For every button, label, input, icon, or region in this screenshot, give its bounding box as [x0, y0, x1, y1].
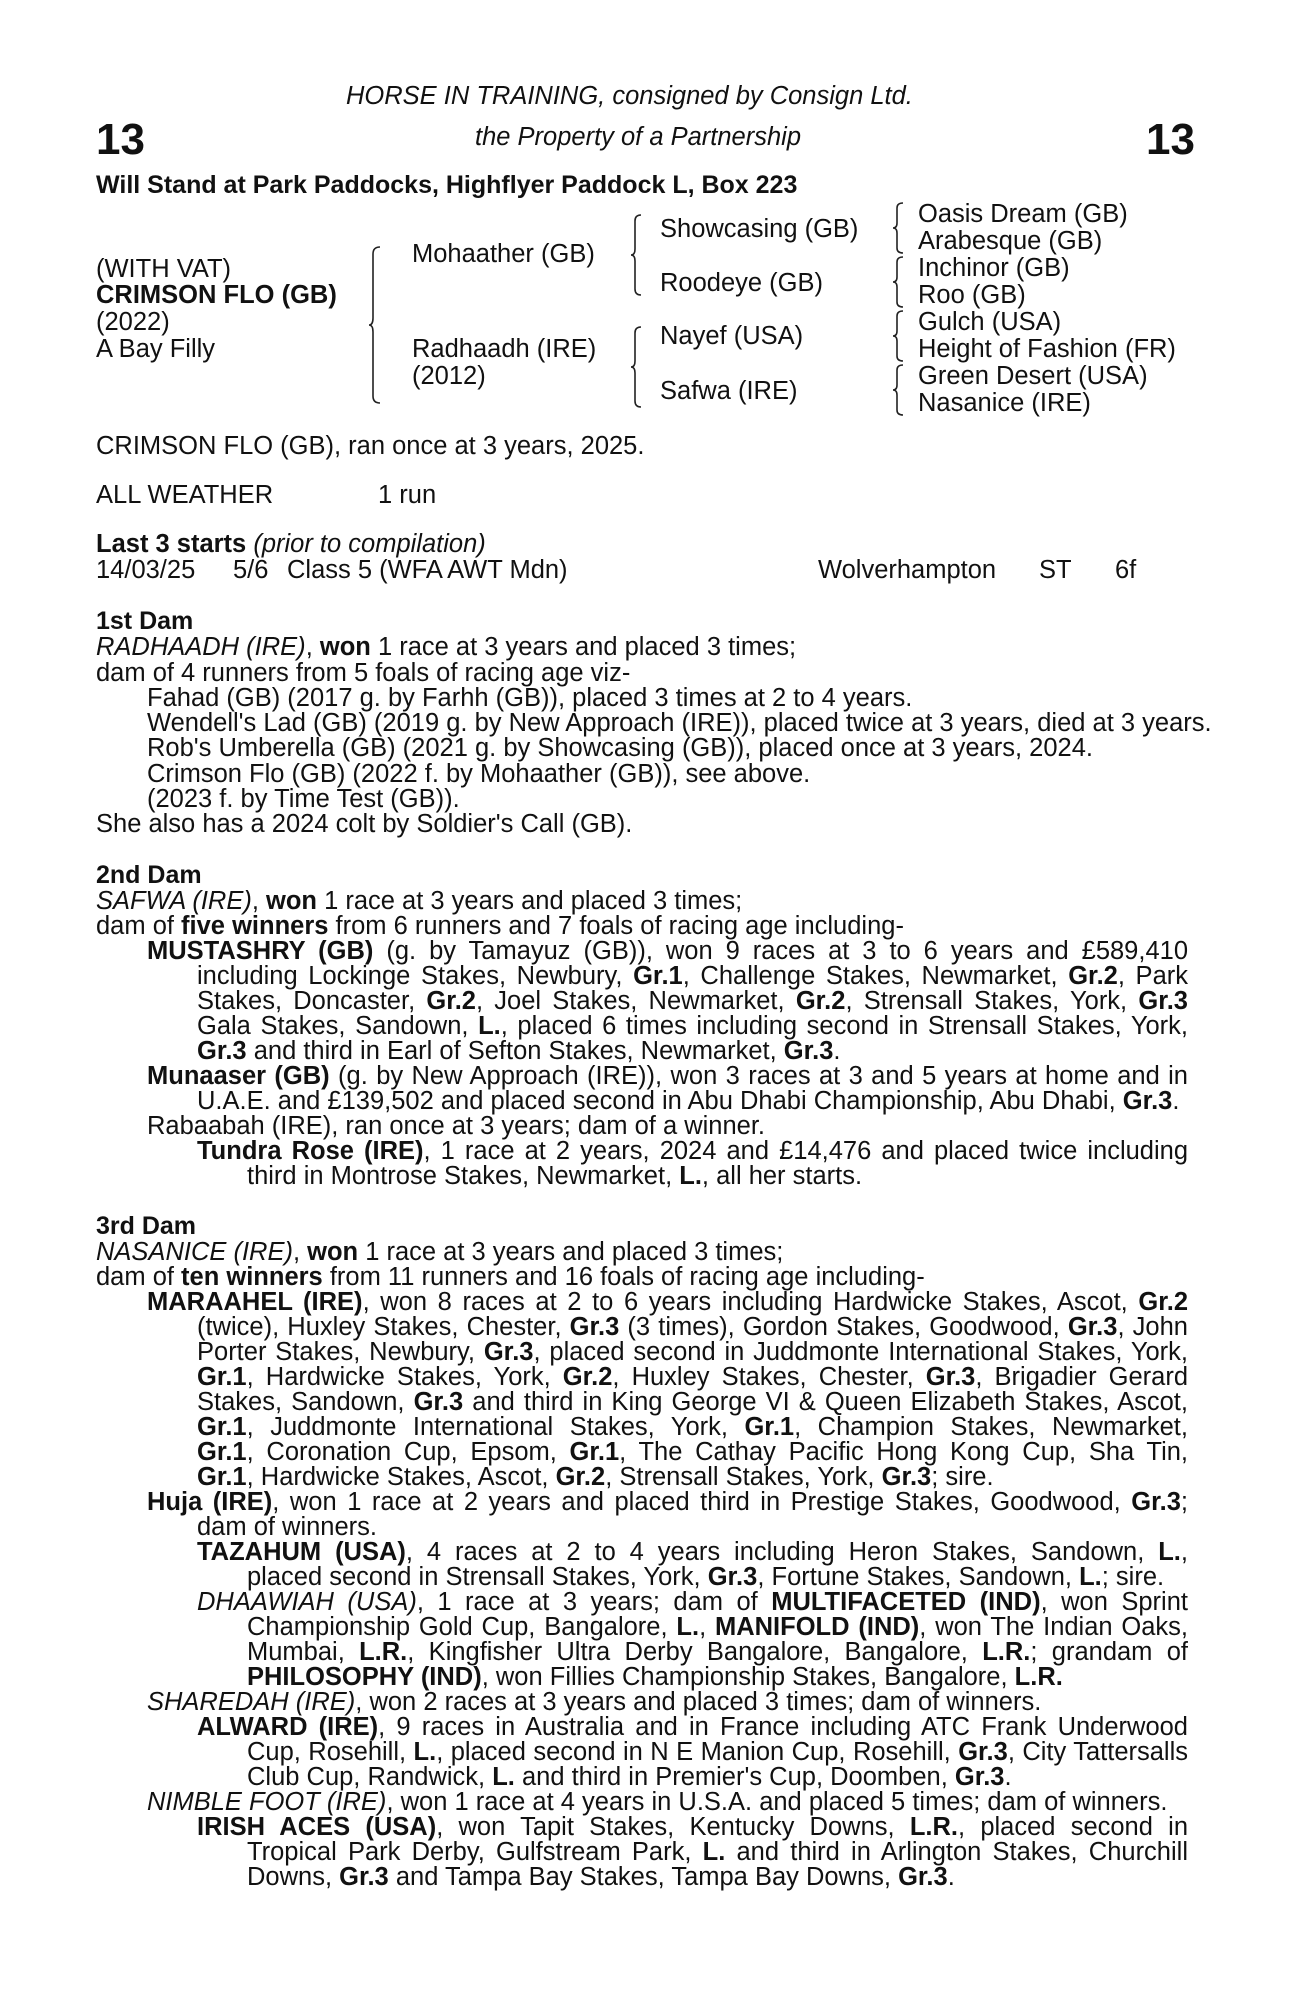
tundra-rose-line-2: [247, 1164, 862, 1190]
text-run: U.A.E. and £139,502 and placed second in Abu Dhabi Championship, Abu Dhabi,: [197, 1087, 1123, 1115]
pedigree-gen3-6: Height of Fashion (FR): [918, 335, 1176, 363]
second-dam-heading: 2nd Dam: [96, 861, 202, 889]
text-run: L.R.: [359, 1640, 408, 1666]
third-dam-line-2: [96, 1265, 925, 1291]
text-run: Gr.1: [744, 1415, 795, 1441]
nimble-foot-line: [147, 1790, 1167, 1816]
tazahum-line-2: [247, 1565, 1164, 1591]
text-run: MANIFOLD (IND): [714, 1615, 920, 1641]
text-run: Club Cup, Randwick,: [247, 1763, 493, 1791]
horse-name: CRIMSON FLO (GB): [96, 281, 337, 309]
first-dam-produce-1: Fahad (GB) (2017 g. by Farhh (GB)), placed 3 times at 2 to 4 years.: [147, 684, 913, 712]
text-run: , all her starts.: [701, 1162, 863, 1190]
text-run: ten winners: [181, 1263, 323, 1291]
text-run: , won Tapit Stakes, Kentucky Downs,: [436, 1815, 910, 1841]
text-run: L.: [676, 1615, 700, 1641]
text-run: , won Fillies Championship Stakes, Bangalore,: [481, 1663, 1015, 1691]
vat-label: (WITH VAT): [96, 255, 232, 283]
text-run: dam of: [96, 1263, 182, 1291]
text-run: Stakes, Doncaster,: [197, 989, 427, 1015]
last-starts-note: (prior to compilation): [253, 530, 486, 558]
text-run: , won The Indian Oaks,: [919, 1615, 1188, 1641]
text-run: L.R.: [982, 1640, 1031, 1666]
maraahel-line-3: [197, 1340, 1188, 1366]
text-run: , Juddmonte International Stakes, York,: [246, 1415, 745, 1441]
pedigree-sire: Mohaather (GB): [412, 240, 595, 268]
irish-aces-line-1: [197, 1815, 1188, 1841]
text-run: ;: [1180, 1490, 1188, 1516]
first-dam-line-1: [96, 635, 796, 661]
huja-line-2: dam of winners.: [197, 1513, 377, 1541]
text-run: including Lockinge Stakes, Newbury,: [197, 964, 634, 990]
text-run: , won 2 races at 3 years and placed 3 times; dam of winners.: [355, 1688, 1042, 1716]
text-run: .: [833, 1037, 841, 1065]
text-run: , 1 race at 3 years; dam of: [416, 1590, 772, 1616]
pedigree-brace-g1: [892, 202, 904, 254]
text-run: and third in Premier's Cup, Doomben,: [514, 1763, 955, 1791]
text-run: ,: [292, 1238, 308, 1266]
text-run: Gr.3: [783, 1037, 834, 1065]
pedigree-sire-sire: Showcasing (GB): [660, 215, 859, 243]
text-run: Gr.2: [555, 1463, 606, 1491]
text-run: Gr.1: [569, 1440, 620, 1466]
pedigree-gen3-1: Oasis Dream (GB): [918, 200, 1128, 228]
pedigree-sire-dam: Roodeye (GB): [660, 269, 823, 297]
text-run: , John: [1117, 1315, 1188, 1341]
second-dam-name: SAFWA (IRE): [96, 887, 252, 915]
text-run: Gr.3: [483, 1340, 534, 1366]
alward-line-3: [247, 1765, 1012, 1791]
won: won: [319, 633, 371, 661]
pedigree-dam-year: (2012): [412, 362, 486, 390]
last-starts-heading: [96, 532, 486, 558]
pedigree-brace-g4: [892, 364, 904, 416]
start-position: 5/6: [233, 556, 269, 584]
text-run: , Park: [1117, 964, 1188, 990]
text-run: , Hardwicke Stakes, York,: [246, 1365, 563, 1391]
text-run: Gr.3: [1067, 1315, 1118, 1341]
horse-year: (2022): [96, 308, 170, 336]
text-run: , Brigadier Gerard: [975, 1365, 1188, 1391]
text-run: Gr.3: [925, 1365, 976, 1391]
text-run: Gr.1: [197, 1463, 247, 1491]
text-run: .: [1172, 1087, 1180, 1115]
sharedah-name: SHAREDAH (IRE): [147, 1688, 356, 1716]
third-dam-heading: 3rd Dam: [96, 1212, 197, 1240]
first-dam-produce-3: Rob's Umberella (GB) (2021 g. by Showcasing (GB)), placed once at 3 years, 2024.: [147, 734, 1093, 762]
vendor-line: the Property of a Partnership: [475, 123, 802, 151]
sep: ,: [251, 887, 267, 915]
text-run: Downs,: [247, 1863, 340, 1891]
text-run: Gr.2: [795, 989, 846, 1015]
text-run: , Coronation Cup, Epsom,: [246, 1440, 570, 1466]
text-run: , won 8 races at 2 to 6 years including Hardwicke Stakes, Ascot,: [362, 1290, 1139, 1316]
winners-count: five winners: [181, 912, 329, 940]
munaaser-name: Munaaser (GB): [147, 1064, 330, 1090]
first-dam-produce-5: (2023 f. by Time Test (GB)).: [147, 785, 460, 813]
horse-description: A Bay Filly: [96, 335, 216, 363]
text-run: Gr.2: [426, 989, 476, 1015]
text-run: MULTIFACETED (IND): [771, 1590, 1041, 1616]
text: 1 race at 3 years and placed 3 times;: [370, 633, 797, 661]
text-run: .: [947, 1863, 955, 1891]
text-run: Gr.3: [1131, 1490, 1181, 1516]
pedigree-dam-dam: Safwa (IRE): [660, 377, 798, 405]
text-run: Gr.2: [1138, 1290, 1188, 1316]
text-run: Gr.2: [1068, 964, 1118, 990]
first-dam-name: RADHAADH (IRE): [96, 633, 306, 661]
text-run: , won 1 race at 2 years and placed third in Prestige Stakes, Goodwood,: [272, 1490, 1132, 1516]
text-run: Tropical Park Derby, Gulfstream Park,: [247, 1840, 703, 1866]
dhaawiah-line-2: [247, 1615, 1188, 1641]
text-run: (twice), Huxley Stakes, Chester,: [197, 1315, 570, 1341]
dhaawiah-line-1: [197, 1590, 1188, 1616]
text-run: Gr.3: [707, 1563, 758, 1591]
text-run: L.R.: [1014, 1663, 1063, 1691]
text-run: third in Montrose Stakes, Newmarket,: [247, 1162, 680, 1190]
text-run: , Huxley Stakes, Chester,: [612, 1365, 926, 1391]
irish-aces-name: IRISH ACES (USA): [197, 1815, 437, 1841]
text-run: Porter Stakes, Newbury,: [197, 1340, 484, 1366]
text-run: Gr.3: [1122, 1087, 1173, 1115]
text-run: Gr.3: [413, 1390, 464, 1416]
surface-label: ALL WEATHER: [96, 481, 274, 509]
text-run: and third in Earl of Sefton Stakes, Newmarket,: [246, 1037, 784, 1065]
text-run: Gr.1: [633, 964, 683, 990]
text-run: ; sire.: [931, 1463, 994, 1491]
text-run: Cup, Rosehill,: [247, 1740, 414, 1766]
first-dam-produce-4: Crimson Flo (GB) (2022 f. by Mohaather (GB)), see above.: [147, 760, 811, 788]
text: from 6 runners and 7 foals of racing age including-: [328, 912, 904, 940]
text-run: Gr.3: [954, 1763, 1005, 1791]
text-run: Gr.1: [197, 1365, 247, 1391]
won: won: [266, 887, 318, 915]
text-run: , Kingfisher Ultra Derby Bangalore, Bangalore,: [407, 1640, 983, 1666]
text-run: Gr.1: [197, 1440, 247, 1466]
text-run: Gr.3: [569, 1315, 620, 1341]
text-run: and third in King George VI & Queen Elizabeth Stakes, Ascot,: [463, 1390, 1188, 1416]
irish-aces-line-3: [247, 1865, 955, 1891]
text-run: L.: [413, 1740, 437, 1766]
start-distance: 6f: [1115, 556, 1137, 584]
text-run: , placed 6 times including second in Strensall Stakes, York,: [500, 1014, 1188, 1040]
text: 1 race at 3 years and placed 3 times;: [317, 887, 743, 915]
alward-name: ALWARD (IRE): [197, 1715, 379, 1741]
third-dam-name: NASANICE (IRE): [96, 1238, 293, 1266]
text-run: and Tampa Bay Stakes, Tampa Bay Downs,: [388, 1863, 899, 1891]
text-run: L.: [679, 1162, 702, 1190]
surface-runs: 1 run: [378, 481, 437, 509]
huja-name: Huja (IRE): [147, 1490, 273, 1516]
text-run: , Strensall Stakes, York,: [845, 989, 1139, 1015]
maraahel-line-2: [197, 1315, 1188, 1341]
maraahel-line-5: [197, 1390, 1188, 1416]
text-run: ,: [699, 1615, 715, 1641]
nimble-foot-name: NIMBLE FOOT (IRE): [147, 1788, 387, 1816]
racing-summary: CRIMSON FLO (GB), ran once at 3 years, 2025.: [96, 432, 645, 460]
text-run: ,: [1180, 1540, 1188, 1566]
mustashry-line-5: [197, 1039, 841, 1065]
pedigree-brace-main: [368, 246, 382, 404]
mustashry-line-3: [197, 989, 1188, 1015]
text-run: , Champion Stakes, Newmarket,: [794, 1415, 1188, 1441]
text-run: , won 1 race at 4 years in U.S.A. and placed 5 times; dam of winners.: [386, 1788, 1168, 1816]
stand-location: Will Stand at Park Paddocks, Highflyer Paddock L, Box 223: [96, 171, 798, 199]
mustashry-name: MUSTASHRY (GB): [147, 939, 374, 965]
sale-title: HORSE IN TRAINING, consigned by Consign Ltd.: [346, 82, 913, 110]
pedigree-gen3-4: Roo (GB): [918, 281, 1026, 309]
first-dam-produce-2: Wendell's Lad (GB) (2019 g. by New Approach (IRE)), placed twice at 3 years, died at 3 years.: [147, 709, 1212, 737]
text-run: Gr.3: [898, 1863, 948, 1891]
text-run: Championship Gold Cup, Bangalore,: [247, 1615, 677, 1641]
dhaawiah-name: DHAAWIAH (USA): [197, 1590, 417, 1616]
dhaawiah-line-4: [247, 1665, 1063, 1691]
text-run: Gr.3: [197, 1037, 247, 1065]
text-run: Stakes, Sandown,: [197, 1390, 414, 1416]
first-dam-note: She also has a 2024 colt by Soldier's Call (GB).: [96, 810, 633, 838]
text-run: (g. by New Approach (IRE)), won 3 races at 3 and 5 years at home and in: [329, 1064, 1188, 1090]
text-run: , Joel Stakes, Newmarket,: [476, 989, 796, 1015]
text-run: , 9 races in Australia and in France including ATC Frank Underwood: [378, 1715, 1188, 1741]
first-dam-line-2: dam of 4 runners from 5 foals of racing age viz-: [96, 659, 631, 687]
sharedah-line: [147, 1690, 1041, 1716]
second-dam-line-2: [96, 914, 904, 940]
text-run: , The Cathay Pacific Hong Kong Cup, Sha Tin,: [619, 1440, 1188, 1466]
text-run: won: [307, 1238, 359, 1266]
alward-line-1: [197, 1715, 1188, 1741]
text-run: , Hardwicke Stakes, Ascot,: [246, 1463, 556, 1491]
text-run: , placed second in N E Manion Cup, Rosehill,: [436, 1740, 959, 1766]
pedigree-brace-sire: [630, 214, 642, 296]
pedigree-dam: Radhaadh (IRE): [412, 335, 597, 363]
pedigree-gen3-5: Gulch (USA): [918, 308, 1062, 336]
text-run: Gr.3: [339, 1863, 389, 1891]
text-run: L.: [702, 1840, 726, 1866]
text-run: , placed second in: [958, 1815, 1188, 1841]
text-run: placed second in Strensall Stakes, York,: [247, 1563, 708, 1591]
text: dam of: [96, 912, 182, 940]
pedigree-brace-dam: [630, 326, 642, 408]
text-run: , won Sprint: [1040, 1590, 1188, 1616]
text-run: PHILOSOPHY (IND): [247, 1663, 482, 1691]
start-race: Class 5 (WFA AWT Mdn): [287, 556, 568, 584]
text-run: (3 times), Gordon Stakes, Goodwood,: [619, 1315, 1068, 1341]
text-run: L.: [492, 1763, 515, 1791]
munaaser-line-2: [197, 1089, 1179, 1115]
start-going: ST: [1039, 556, 1072, 584]
tundra-rose-name: Tundra Rose (IRE): [197, 1139, 424, 1165]
text-run: , 1 race at 2 years, 2024 and £14,476 and placed twice including: [423, 1139, 1188, 1165]
text-run: , Challenge Stakes, Newmarket,: [682, 964, 1069, 990]
start-course: Wolverhampton: [818, 556, 997, 584]
pedigree-brace-g3: [892, 310, 904, 362]
third-dam-line-1: [96, 1240, 783, 1266]
text-run: and third in Arlington Stakes, Churchill: [725, 1840, 1188, 1866]
mustashry-line-1: [147, 939, 1188, 965]
pedigree-brace-g2: [892, 256, 904, 308]
text-run: , Fortune Stakes, Sandown,: [757, 1563, 1080, 1591]
maraahel-line-1: [147, 1290, 1188, 1316]
maraahel-line-4: [197, 1365, 1188, 1391]
pedigree-gen3-8: Nasanice (IRE): [918, 389, 1091, 417]
pedigree-gen3-7: Green Desert (USA): [918, 362, 1148, 390]
text-run: , Strensall Stakes, York,: [605, 1463, 882, 1491]
text-run: 1 race at 3 years and placed 3 times;: [358, 1238, 784, 1266]
last-starts-title: Last 3 starts: [96, 530, 247, 558]
text: (g. by Tamayuz (GB)), won 9 races at 3 to 6 years and £589,410: [373, 939, 1188, 965]
text-run: Mumbai,: [247, 1640, 360, 1666]
maraahel-line-6: [197, 1415, 1188, 1441]
maraahel-line-8: [197, 1465, 994, 1491]
lot-number-right: 13: [1146, 115, 1195, 164]
text-run: from 11 runners and 16 foals of racing age including-: [322, 1263, 925, 1291]
sep: ,: [305, 633, 320, 661]
text-run: L.R.: [909, 1815, 958, 1841]
pedigree-dam-sire: Nayef (USA): [660, 322, 804, 350]
pedigree-gen3-2: Arabesque (GB): [918, 227, 1103, 255]
rabaabah-line: Rabaabah (IRE), ran once at 3 years; dam of a winner.: [147, 1112, 766, 1140]
text-run: Gr.3: [1138, 989, 1188, 1015]
second-dam-line-1: [96, 889, 742, 915]
text-run: Gr.1: [197, 1415, 247, 1441]
mustashry-line-2: [197, 964, 1188, 990]
text-run: Gr.3: [881, 1463, 932, 1491]
start-date: 14/03/25: [96, 556, 196, 584]
text-run: Gala Stakes, Sandown,: [197, 1014, 479, 1040]
text-run: ; grandam of: [1030, 1640, 1188, 1666]
tazahum-name: TAZAHUM (USA): [197, 1540, 406, 1566]
text-run: L.: [1158, 1540, 1181, 1566]
text-run: , placed second in Juddmonte International Stakes, York,: [533, 1340, 1188, 1366]
text-run: L.: [478, 1014, 501, 1040]
text-run: ; sire.: [1101, 1563, 1165, 1591]
text-run: L.: [1079, 1563, 1102, 1591]
first-dam-heading: 1st Dam: [96, 607, 194, 635]
text-run: .: [1004, 1763, 1012, 1791]
text-run: Gr.3: [958, 1740, 1008, 1766]
lot-number-left: 13: [96, 115, 145, 164]
pedigree-gen3-3: Inchinor (GB): [918, 254, 1070, 282]
maraahel-name: MARAAHEL (IRE): [147, 1290, 363, 1316]
text-run: , 4 races at 2 to 4 years including Heron Stakes, Sandown,: [405, 1540, 1159, 1566]
text-run: , City Tattersalls: [1007, 1740, 1188, 1766]
text-run: Gr.2: [562, 1365, 613, 1391]
